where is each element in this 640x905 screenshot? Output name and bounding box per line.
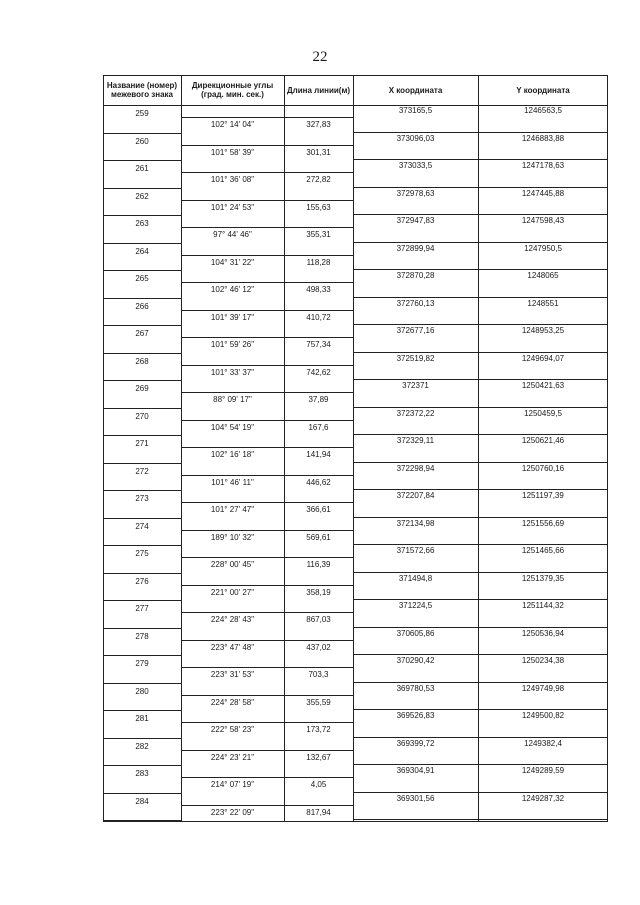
point-name: 260 [135,136,149,146]
row-divider [181,310,353,311]
row-divider [353,654,608,655]
row-divider [103,490,181,491]
y-coordinate: 1247950,5 [524,243,562,253]
line-length: 355,31 [306,230,331,239]
x-coordinate: 370290,42 [396,656,435,665]
line-length: 37,89 [308,395,329,404]
directional-angle: 101° 24' 53" [210,202,255,212]
row-divider [103,655,181,656]
row-divider [181,337,353,338]
row-divider [103,188,181,189]
y-coordinate: 1250621,46 [521,436,565,445]
line-length: 155,63 [306,202,331,212]
line-length: 116,39 [306,560,331,569]
y-coordinate: 1251556,69 [521,518,565,528]
directional-angle: 223° 31' 53" [210,670,255,679]
directional-angle: 102° 16' 18" [210,450,255,459]
row-divider [353,187,608,188]
row-divider [353,407,608,408]
row-divider [353,627,608,628]
row-divider [353,324,608,325]
point-name: 271 [135,439,149,448]
row-divider [181,695,353,696]
point-name: 259 [135,109,149,118]
x-coordinate: 369399,72 [396,738,435,748]
row-divider [103,545,181,546]
y-coordinate: 1250421,63 [521,381,565,390]
line-length: 4,05 [310,780,327,789]
row-divider [181,420,353,421]
line-length: 272,82 [306,175,331,184]
row-divider [103,298,181,299]
line-length: 867,03 [306,615,331,624]
row-divider [181,255,353,256]
row-divider [103,738,181,739]
y-coordinate: 1251197,39 [522,491,564,500]
row-divider [181,282,353,283]
x-coordinate: 369526,83 [396,711,435,720]
row-divider [181,392,353,393]
row-divider [353,764,608,765]
y-coordinate: 1249382,4 [524,738,562,748]
y-coordinate: 1248065 [527,271,559,280]
line-length: 410,72 [306,312,331,322]
y-coordinate: 1251144,32 [522,601,564,610]
row-divider [103,463,181,464]
directional-angle: 224° 28' 58" [210,697,255,707]
directional-angle: 189° 10' 32" [210,532,255,542]
header-name: Название (номер) межевого знака [106,81,178,99]
row-divider [353,572,608,573]
line-length: 358,19 [306,587,331,597]
y-coordinate: 1249500,82 [521,711,565,720]
point-name: 274 [135,521,149,531]
directional-angle: 101° 36' 08" [210,175,255,184]
y-coordinate: 1249694,07 [521,353,565,363]
directional-angle: 102° 14' 04" [210,120,255,129]
row-divider [181,612,353,613]
point-name: 264 [135,246,149,256]
directional-angle: 101° 46' 11" [211,477,254,487]
row-divider [181,530,353,531]
row-divider [181,777,353,778]
line-length: 703,3 [308,670,329,679]
page-number: 22 [312,49,328,65]
point-name: 277 [135,604,149,613]
row-divider [103,380,181,381]
point-name: 272 [135,466,149,476]
line-length: 817,94 [306,807,331,817]
line-length: 446,62 [306,477,331,487]
row-divider [181,585,353,586]
directional-angle: 224° 28' 43" [210,615,255,624]
point-name: 276 [135,576,149,586]
row-divider [103,793,181,794]
point-name: 263 [135,219,149,228]
boundary-coordinates-table [103,75,608,822]
row-divider [353,544,608,545]
point-name: 270 [135,411,149,421]
line-length: 355,59 [306,697,331,707]
directional-angle: 222° 58' 23" [210,725,255,734]
directional-angle: 223° 22' 09" [210,807,255,817]
x-coordinate: 372371 [402,381,429,390]
row-divider [103,573,181,574]
row-divider [353,737,608,738]
row-divider [353,242,608,243]
row-divider [353,489,608,490]
y-coordinate: 1247598,43 [521,216,565,225]
point-name: 284 [135,796,149,806]
y-coordinate: 1248551 [527,298,559,308]
row-divider [181,200,353,201]
directional-angle: 228° 00' 45" [210,560,255,569]
point-name: 261 [135,164,149,173]
x-coordinate: 372760,13 [396,298,435,308]
directional-angle: 88° 09' 17" [213,395,252,404]
row-divider [353,297,608,298]
row-divider [353,269,608,270]
line-length: 167,6 [308,422,329,432]
row-divider [103,683,181,684]
y-coordinate: 1246883,88 [521,133,565,143]
row-divider [181,172,353,173]
point-name: 282 [135,741,149,751]
row-divider [353,792,608,793]
x-coordinate: 372870,28 [396,271,435,280]
directional-angle: 101° 39' 17" [210,312,255,322]
line-length: 742,62 [306,367,331,377]
row-divider [181,667,353,668]
row-divider [353,709,608,710]
x-coordinate: 372978,63 [396,188,435,198]
x-coordinate: 372899,94 [396,243,435,253]
row-divider [181,557,353,558]
column-border [181,75,182,822]
row-divider [181,447,353,448]
x-coordinate: 372329,11 [396,436,435,445]
directional-angle: 224° 23' 21" [210,752,255,762]
x-coordinate: 369301,56 [396,793,435,803]
y-coordinate: 1246563,5 [524,106,562,115]
row-divider [353,819,608,820]
row-divider [181,805,353,806]
row-divider [181,475,353,476]
row-divider [353,214,608,215]
row-divider [353,379,608,380]
x-coordinate: 369304,91 [396,766,435,775]
header-x: X координата [388,85,443,95]
row-divider [103,435,181,436]
point-name: 280 [135,686,149,696]
line-length: 118,28 [306,257,331,267]
y-coordinate: 1249289,59 [521,766,565,775]
row-divider [353,517,608,518]
row-divider [181,227,353,228]
header-y: Y координата [516,85,570,95]
y-coordinate: 1249287,32 [521,793,565,803]
line-length: 498,33 [306,285,331,294]
row-divider [353,434,608,435]
y-coordinate: 1250760,16 [521,463,565,473]
point-name: 278 [135,631,149,641]
y-coordinate: 1247178,63 [521,161,565,170]
row-divider [353,682,608,683]
directional-angle: 101° 27' 47" [210,505,255,514]
x-coordinate: 372207,84 [396,491,435,500]
x-coordinate: 372134,98 [396,518,435,528]
x-coordinate: 371572,66 [396,546,435,555]
line-length: 301,31 [306,147,331,157]
row-divider [103,408,181,409]
line-length: 366,61 [306,505,331,514]
directional-angle: 102° 46' 12" [210,285,255,294]
x-coordinate: 372372,22 [396,408,435,418]
point-name: 273 [135,494,149,503]
line-length: 173,72 [306,725,331,734]
row-divider [103,765,181,766]
row-divider [103,353,181,354]
y-coordinate: 1249749,98 [521,683,565,693]
row-divider [103,160,181,161]
x-coordinate: 372298,94 [396,463,435,473]
x-coordinate: 372947,83 [396,216,435,225]
point-name: 281 [135,714,149,723]
table-border-top [103,75,608,76]
header-angle: Дирекционные углы (град. мин. сек.) [191,81,274,99]
x-coordinate: 373096,03 [396,133,435,143]
x-coordinate: 373033,5 [398,161,433,170]
row-divider [181,145,353,146]
directional-angle: 101° 33' 37" [210,367,255,377]
point-name: 265 [135,274,149,283]
x-coordinate: 371224,5 [398,601,433,610]
x-coordinate: 372677,16 [396,326,435,335]
point-name: 269 [135,384,149,393]
directional-angle: 101° 58' 39" [210,147,255,157]
directional-angle: 223° 47' 48" [210,642,255,652]
row-divider [353,352,608,353]
row-divider [103,243,181,244]
point-name: 279 [135,659,149,668]
row-divider [181,750,353,751]
row-divider [353,599,608,600]
table-border-bottom [103,821,608,822]
line-length: 569,61 [306,532,331,542]
line-length: 141,94 [306,450,331,459]
line-length: 757,34 [306,340,331,349]
directional-angle: 221° 00' 27" [210,587,255,597]
x-coordinate: 369780,53 [396,683,435,693]
line-length: 327,83 [306,120,331,129]
point-name: 283 [135,769,149,778]
row-divider [103,628,181,629]
directional-angle: 214° 07' 19" [210,780,255,789]
x-coordinate: 370605,86 [396,628,435,638]
row-divider [181,117,353,118]
x-coordinate: 371494,8 [398,573,433,583]
point-name: 262 [135,191,149,201]
row-divider [103,710,181,711]
row-divider [353,159,608,160]
line-length: 132,67 [306,752,331,762]
y-coordinate: 1251379,35 [521,573,565,583]
point-name: 267 [135,329,149,338]
row-divider [103,133,181,134]
y-coordinate: 1250234,38 [521,656,565,665]
row-divider [103,325,181,326]
y-coordinate: 1250459,5 [524,408,562,418]
y-coordinate: 1251465,66 [521,546,565,555]
row-divider [181,365,353,366]
point-name: 266 [135,301,149,311]
point-name: 275 [135,549,149,558]
row-divider [181,502,353,503]
y-coordinate: 1247445,88 [521,188,565,198]
row-divider [103,600,181,601]
line-length: 437,02 [306,642,331,652]
directional-angle: 97° 44' 46" [213,230,252,239]
header-length: Длина линии(м) [286,85,351,95]
column-border [284,75,285,822]
row-divider [353,462,608,463]
y-coordinate: 1250536,94 [521,628,565,638]
x-coordinate: 373165,5 [398,106,433,115]
y-coordinate: 1248953,25 [521,326,565,335]
directional-angle: 104° 54' 19" [210,422,255,432]
directional-angle: 104° 31' 22" [210,257,255,267]
row-divider [103,518,181,519]
x-coordinate: 372519,82 [396,353,435,363]
point-name: 268 [135,356,149,366]
row-divider [103,215,181,216]
row-divider [103,270,181,271]
row-divider [181,722,353,723]
row-divider [353,132,608,133]
row-divider [181,640,353,641]
directional-angle: 101° 59' 26" [210,340,255,349]
